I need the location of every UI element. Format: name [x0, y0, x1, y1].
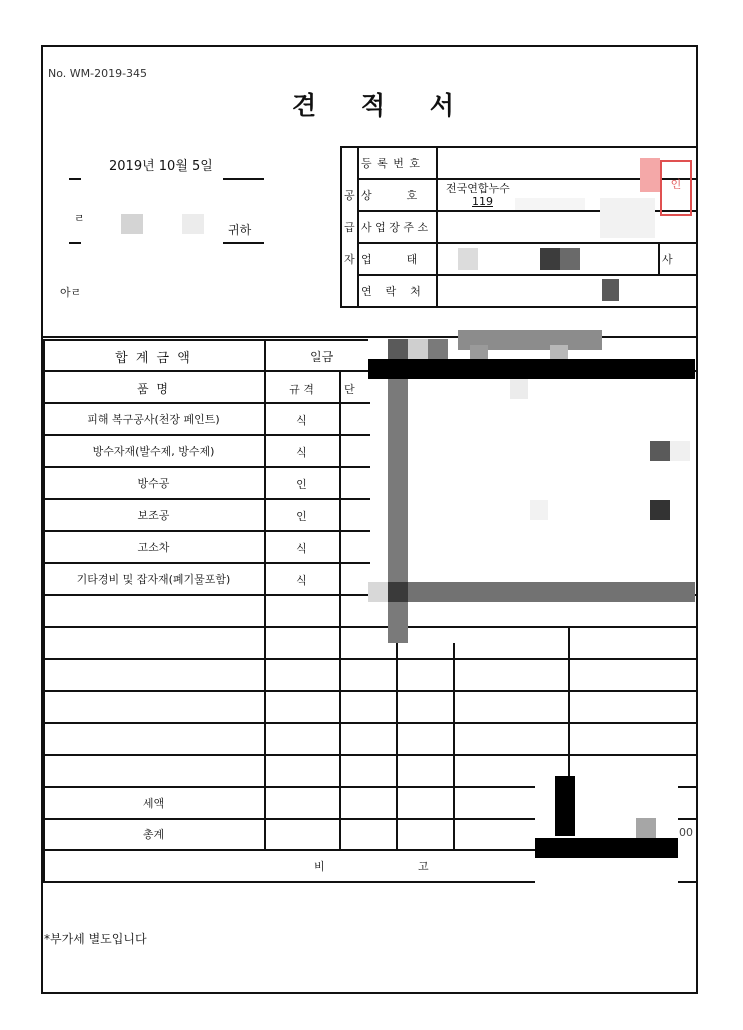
supplier-right-label: 사	[662, 253, 673, 266]
supplier-right-divider	[658, 242, 660, 275]
row-divider-15	[43, 881, 535, 883]
date-underline-right	[223, 178, 264, 180]
row-divider-8	[43, 658, 698, 660]
redacted-block-l	[650, 500, 670, 520]
items-header-unit: 단	[344, 383, 355, 396]
issue-date: 2019년 10월 5일	[109, 159, 213, 174]
item-name-6: 기타경비 및 잡자재(폐기물포함)	[76, 573, 231, 586]
document-title: 견 적 서	[292, 91, 472, 120]
total-amount-value-prefix: 일금	[310, 350, 334, 364]
total-amount-label: 합 계 금 액	[115, 351, 192, 366]
items-header-spec: 규 격	[289, 383, 314, 396]
redaction-bar-middle	[368, 582, 695, 602]
item-spec-2: 식	[296, 446, 307, 459]
redacted-block-a	[388, 339, 408, 359]
item-spec-1: 식	[296, 414, 307, 427]
row-divider-7	[43, 626, 698, 628]
row-divider-12-tail	[678, 786, 698, 788]
redacted-block-j	[670, 441, 690, 461]
supplier-value-col-divider	[436, 146, 438, 307]
grand-total-label: 총계	[142, 828, 165, 841]
supplier-row-divider-3	[357, 242, 698, 244]
item-name-3: 방수공	[137, 477, 170, 490]
supplier-row-label-business: 업 태	[361, 253, 418, 266]
row-divider-10	[43, 722, 698, 724]
supplier-company-name: 전국연합누수	[446, 182, 510, 195]
recipient-suffix: 귀하	[228, 223, 252, 237]
seal-text: 인	[670, 178, 682, 191]
item-spec-5: 식	[296, 542, 307, 555]
amount-col-divider	[568, 626, 570, 776]
redacted-price-area	[370, 379, 696, 586]
redacted-address	[600, 198, 655, 238]
row-divider-15-tail	[678, 881, 698, 883]
document-number: No. WM-2019-345	[48, 67, 148, 80]
row-divider-13-tail	[678, 818, 698, 820]
redacted-address-2	[515, 198, 585, 210]
grand-total-value-tail: 00	[679, 826, 693, 839]
redacted-block-g	[388, 582, 408, 602]
item-spec-3: 인	[296, 478, 307, 491]
item-name-5: 고소차	[137, 541, 170, 554]
redacted-block-k	[530, 500, 548, 520]
remarks-label-left: 비	[314, 860, 325, 873]
redacted-block-c	[428, 339, 448, 359]
item-name-2: 방수자재(발수제, 방수제)	[92, 445, 215, 458]
vat-footnote: *부가세 별도입니다	[44, 932, 147, 946]
supplier-label-char-1: 공	[344, 189, 355, 202]
total-row-top-border	[43, 339, 368, 341]
redacted-recipient-name-2	[182, 214, 204, 234]
tax-label: 세액	[142, 797, 165, 810]
redacted-business	[458, 248, 478, 270]
supplier-label-char-2: 급	[344, 221, 355, 234]
price-col-divider	[396, 643, 398, 849]
supplier-row-label-company: 상 호	[361, 189, 418, 202]
row-divider-13	[43, 818, 535, 820]
supplier-box-top-border	[340, 146, 698, 148]
redacted-block-h	[510, 379, 528, 399]
items-header-name: 품 명	[137, 382, 170, 396]
redacted-block-m	[636, 818, 656, 838]
redaction-bar-vertical	[388, 379, 408, 643]
redaction-bar-top	[368, 359, 695, 379]
redacted-business-3	[560, 248, 580, 270]
remarks-label-right: 고	[418, 860, 429, 873]
supplier-row-label-address: 사 업 장 주 소	[361, 221, 429, 234]
qty-col-divider	[453, 643, 455, 849]
row-divider-11	[43, 754, 698, 756]
supplier-company-name-line2: 119	[472, 195, 493, 208]
unit-col-divider	[339, 370, 341, 849]
redacted-block-e	[550, 345, 568, 359]
redacted-block-b	[408, 339, 428, 359]
row-divider-14	[43, 849, 535, 851]
row-divider-12	[43, 786, 535, 788]
supplier-label-char-3: 자	[344, 253, 355, 266]
recipient-prefix: ㄹ	[74, 212, 85, 225]
redacted-recipient-name	[121, 214, 143, 234]
recipient-underline-right	[223, 242, 264, 244]
redacted-contact	[602, 279, 619, 301]
supplier-row-label-contact: 연 락 처	[361, 285, 421, 298]
supplier-label-col-divider	[357, 146, 359, 307]
date-underline-left	[69, 178, 81, 180]
redacted-lower-left	[535, 786, 555, 836]
left-note: 아ㄹ	[60, 286, 82, 299]
redaction-bar-bottom	[535, 838, 678, 858]
recipient-underline-left	[69, 242, 81, 244]
row-divider-9	[43, 690, 698, 692]
redacted-block-f	[368, 582, 388, 602]
supplier-row-label-registration: 등 록 번 호	[361, 157, 421, 170]
redacted-lower-right	[575, 786, 678, 836]
supplier-box-bottom-border	[340, 306, 698, 308]
redacted-block-d	[470, 345, 488, 359]
company-seal-stamp	[660, 160, 692, 216]
redacted-bottom-area	[535, 858, 678, 884]
item-spec-4: 인	[296, 510, 307, 523]
redaction-bar-lower-vertical	[555, 776, 575, 836]
item-spec-6: 식	[296, 574, 307, 587]
supplier-row-divider-4	[357, 274, 698, 276]
item-name-4: 보조공	[137, 509, 170, 522]
redacted-stamp-area	[640, 158, 660, 192]
redacted-block-i	[650, 441, 670, 461]
supplier-box-left-border	[340, 146, 342, 307]
item-name-1: 피해 복구공사(천장 페인트)	[87, 413, 220, 426]
redacted-business-2	[540, 248, 560, 270]
